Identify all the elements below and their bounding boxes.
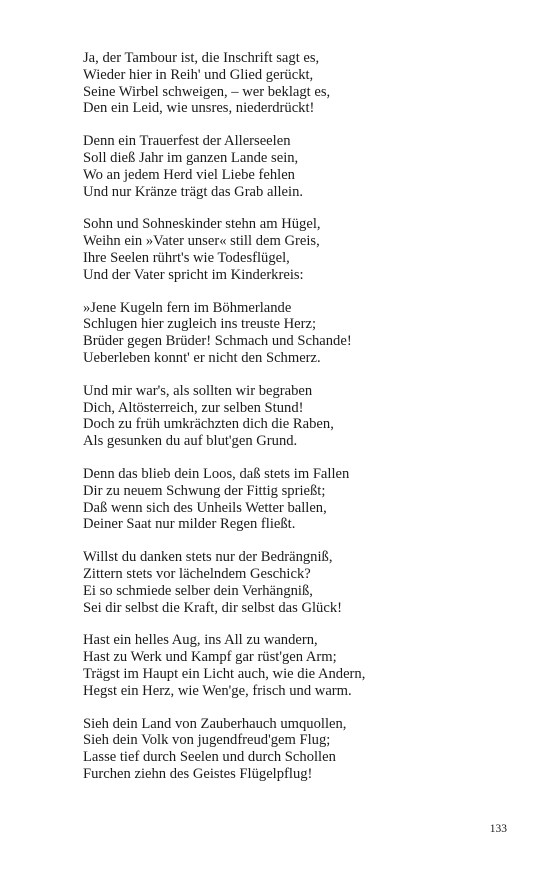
- poem-line: Schlugen hier zugleich ins treuste Herz;: [83, 316, 317, 333]
- poem-line: Sei dir selbst die Kraft, dir selbst das Glück!: [83, 599, 342, 616]
- page-number: 133: [489, 823, 507, 835]
- poem-line: Und nur Kränze trägt das Grab allein.: [83, 183, 304, 200]
- poem-line: Deiner Saat nur milder Regen fließt.: [83, 516, 296, 533]
- poem-line: Willst du danken stets nur der Bedrängniß,: [83, 549, 333, 566]
- poem-line: Und mir war's, als sollten wir begraben: [83, 382, 313, 399]
- poem-line: Sohn und Sohneskinder stehn am Hügel,: [83, 216, 321, 233]
- poem-line: Dich, Altösterreich, zur selben Stund!: [83, 399, 304, 416]
- stanza-7: [83, 549, 523, 616]
- poem-line: Hast zu Werk und Kampf gar rüst'gen Arm;: [83, 649, 337, 666]
- poem-line: Ihre Seelen rührt's wie Todesflügel,: [83, 249, 290, 266]
- stanza-4: [83, 300, 523, 367]
- poem-line: Seine Wirbel schweigen, – wer beklagt es,: [83, 83, 331, 100]
- stanza-2: [83, 133, 523, 200]
- poem-line: Soll dieß Jahr im ganzen Lande sein,: [83, 149, 299, 166]
- stanza-9: [83, 716, 523, 783]
- stanza-3: [83, 216, 523, 283]
- poem-line: Furchen ziehn des Geistes Flügelpflug!: [83, 765, 313, 782]
- poem-line: Als gesunken du auf blut'gen Grund.: [83, 433, 298, 450]
- poem-line: Und der Vater spricht im Kinderkreis:: [83, 266, 304, 283]
- poem-line: Trägst im Haupt ein Licht auch, wie die Andern,: [83, 665, 366, 682]
- poem-line: Sieh dein Land von Zauberhauch umquollen,: [83, 715, 347, 732]
- poem-line: Weihn ein »Vater unser« still dem Greis,: [83, 233, 320, 250]
- poem-line: Daß wenn sich des Unheils Wetter ballen,: [83, 499, 327, 516]
- poem-line: Ueberleben konnt' er nicht den Schmerz.: [83, 349, 321, 366]
- poem-line: Wo an jedem Herd viel Liebe fehlen: [83, 166, 295, 183]
- stanza-1: [83, 50, 523, 117]
- poem-line: Zittern stets vor lächelndem Geschick?: [83, 565, 311, 582]
- poem-line: Doch zu früh umkrächzten dich die Raben,: [83, 416, 334, 433]
- poem-body: [83, 50, 523, 799]
- poem-line: Hegst ein Herz, wie Wen'ge, frisch und warm.: [83, 682, 352, 699]
- poem-line: Ja, der Tambour ist, die Inschrift sagt es,: [83, 50, 320, 66]
- poem-line: Sieh dein Volk von jugendfreud'gem Flug;: [83, 732, 331, 749]
- poem-line: Wieder hier in Reih' und Glied gerückt,: [83, 66, 314, 83]
- poem-line: Dir zu neuem Schwung der Fittig sprießt;: [83, 482, 326, 499]
- poem-line: Lasse tief durch Seelen und durch Schollen: [83, 749, 336, 766]
- poem-line: Denn das blieb dein Loos, daß stets im Fallen: [83, 465, 350, 482]
- poem-line: Hast ein helles Aug, ins All zu wandern,: [83, 632, 318, 649]
- poem-line: Denn ein Trauerfest der Allerseelen: [83, 133, 291, 150]
- stanza-5: [83, 383, 523, 450]
- poem-line: Brüder gegen Brüder! Schmach und Schande!: [83, 333, 352, 350]
- stanza-8: [83, 632, 523, 699]
- stanza-6: [83, 466, 523, 533]
- poem-line: Den ein Leid, wie unsres, niederdrückt!: [83, 100, 315, 117]
- poem-line: Ei so schmiede selber dein Verhängniß,: [83, 582, 313, 599]
- poem-line: »Jene Kugeln fern im Böhmerlande: [83, 299, 292, 316]
